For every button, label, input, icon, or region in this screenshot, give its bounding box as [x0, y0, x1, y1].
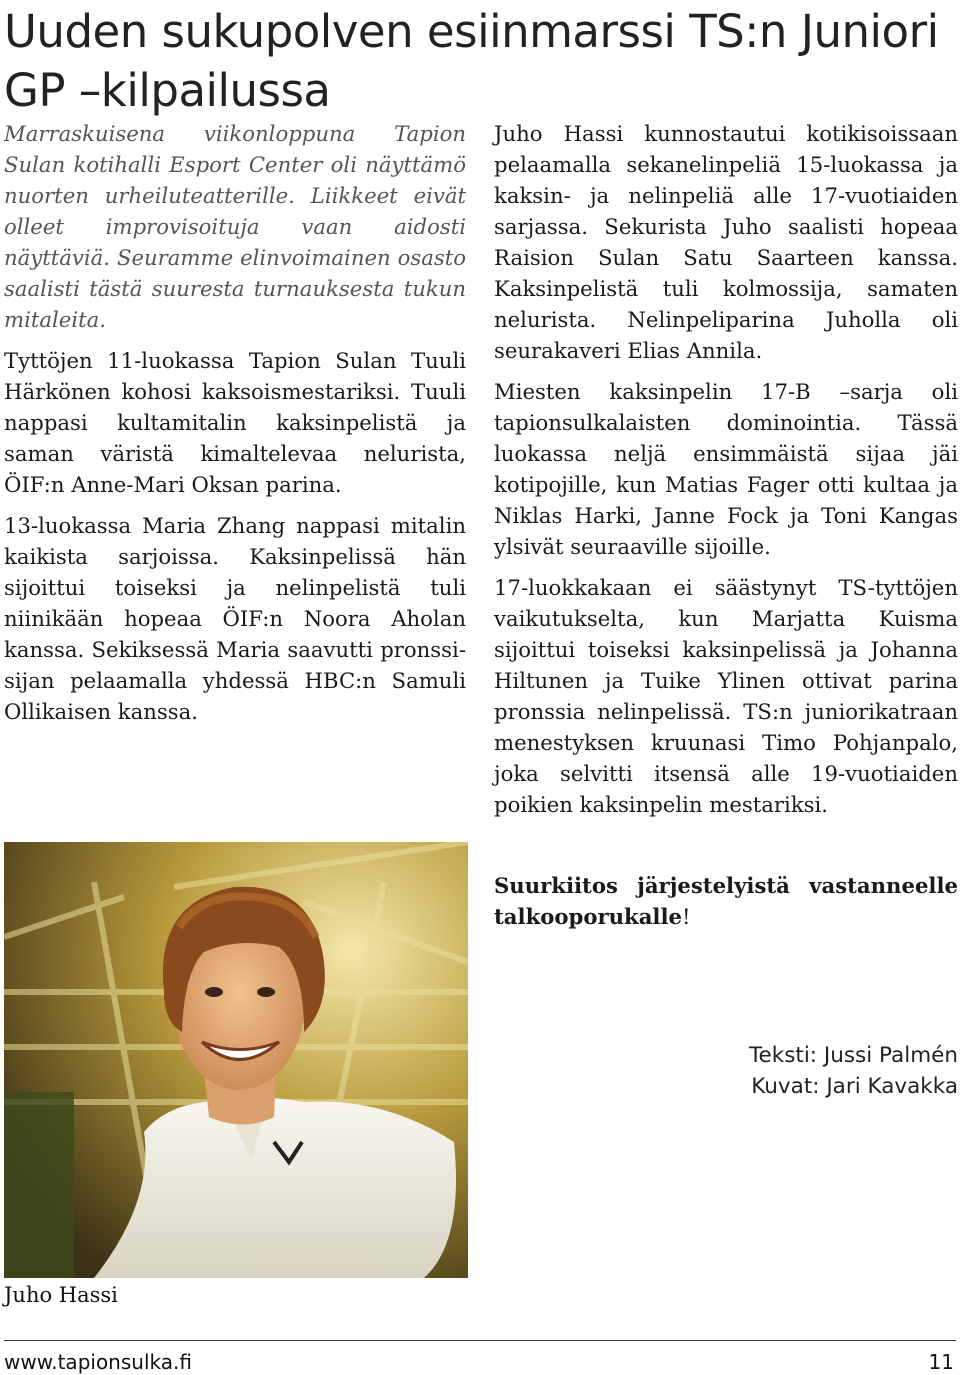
footer-divider	[4, 1340, 956, 1341]
credits	[494, 1040, 958, 1102]
page-number: 11	[928, 1350, 954, 1374]
left-column	[4, 118, 466, 727]
photo-caption: Juho Hassi	[4, 1283, 118, 1307]
article-title: Uuden sukupolven esiinmarssi TS:n Juniori GP –kilpailussa	[4, 5, 939, 117]
paragraph-juho-hassi: Juho Hassi kunnostautui kotikisoissaan pelaamalla sekanelinpeliä 15-luokassa ja kaksin- ja nelinpeliä alle 17-vuotiaiden sarjassa. Sekurista Juho saalisti hopeaa Raision Sulan Satu Saarteen kanssa. Kaksinpelistä tuli kolmossija, samaten nelurista. Nelinpeliparina Juholla oli seurakaveri Elias Annila.	[494, 121, 958, 363]
credit-photos: Kuvat: Jari Kavakka	[751, 1074, 958, 1099]
article-lead: Marraskuisena viikonloppuna Tapion Sulan kotihalli Esport Center oli näyttämö nuorten urheiluteatterille. Liikkeet eivät olleet improvisoituja vaan aidosti näyttäviä. Seuramme elinvoimainen osasto saalisti tästä suuresta turnauksesta tukun mitaleita.	[4, 121, 466, 332]
paragraph-mens-17b: Miesten kaksinpelin 17-B –sarja oli tapionsulkalaisten dominointia. Tässä luokassa neljä ensimmäistä sijaa jäi kotipojille, kun Matias Fager otti kultaa ja Niklas Harki, Janne Fock ja Toni Kangas ylsivät seuraaville sijoille.	[494, 379, 958, 559]
credit-text: Teksti: Jussi Palmén	[749, 1043, 958, 1068]
thanks-note	[494, 870, 958, 932]
photo-juho-hassi	[4, 842, 468, 1278]
paragraph-class-17: 17-luokkakaan ei säästynyt TS-tyttöjen vaikutukselta, kun Marjatta Kuisma sijoittui toiseksi kaksinpelissä ja Johanna Hiltunen ja Tuike Ylinen ottivat parina pronssia nelinpelissä. TS:n juniorikatraan menestyksen kruunasi Timo Pohjanpalo, joka selvitti itsensä alle 19-vuotiaiden poikien kaksinpelin mestariksi.	[494, 575, 958, 817]
paragraph-girls-11: Tyttöjen 11-luokassa Tapion Sulan Tuuli Härkönen kohosi kaksoismestariksi. Tuuli nappasi kultamitalin kaksinpelistä ja saman väristä kimaltelevaa nelurista, ÖIF:n Anne-Mari Oksan parina.	[4, 348, 466, 497]
thanks-end: !	[682, 904, 691, 929]
thanks-bold: Suurkiitos järjestelyistä vastanneelle talkooporukalle	[494, 873, 958, 929]
paragraph-class-13: 13-luokassa Maria Zhang nappasi mitalin kaikista sarjoissa. Kaksinpelissä hän sijoittui toiseksi ja nelinpelistä tuli niinikään hopeaa ÖIF:n Noora Aholan kanssa. Sekiksessä Maria saavutti pronssi-sijan pelaamalla yhdessä HBC:n Samuli Ollikaisen kanssa.	[4, 513, 466, 724]
right-column	[494, 118, 958, 932]
footer-url: www.tapionsulka.fi	[4, 1350, 192, 1374]
